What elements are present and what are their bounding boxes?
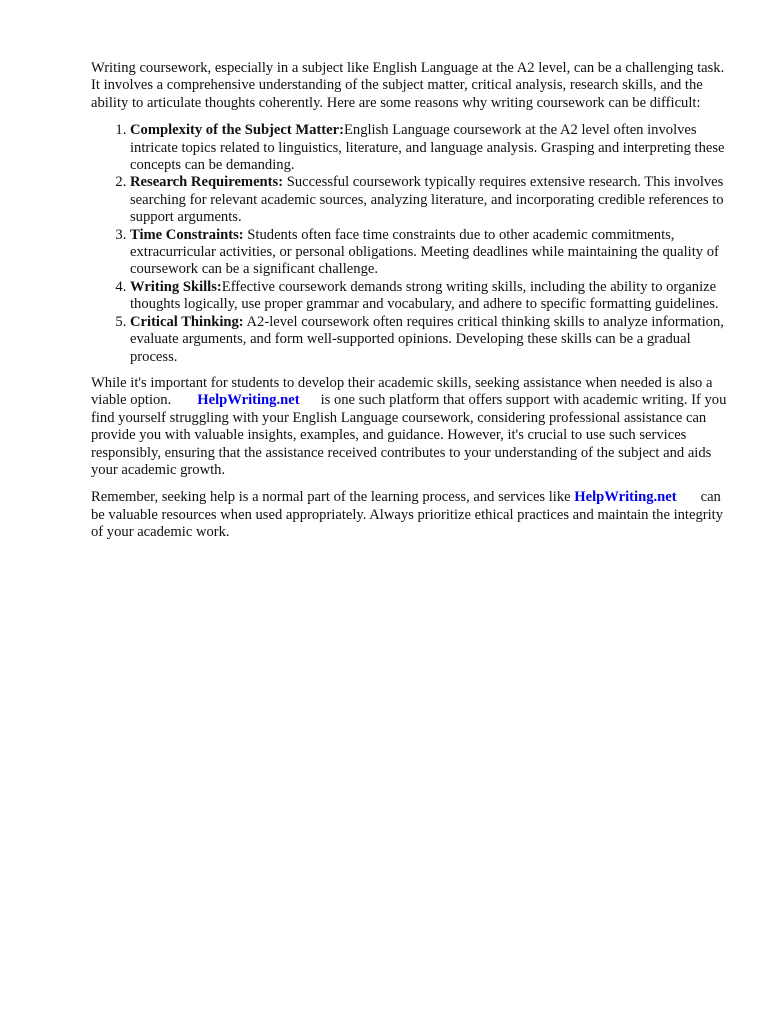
reasons-list — [91, 122, 731, 366]
helpwriting-link[interactable]: HelpWriting.net — [197, 392, 300, 409]
assistance-paragraph — [91, 375, 731, 479]
list-item — [130, 122, 731, 174]
reason-term: Complexity of the Subject Matter: — [130, 122, 344, 139]
list-item — [130, 227, 731, 279]
helpwriting-link[interactable]: HelpWriting.net — [574, 489, 677, 506]
reason-text: Successful coursework typically requires extensive research. This involves searching for relevant academic sources, analyzing literature, and incorporating credible references to support arguments. — [130, 174, 724, 226]
closing-text-after: can be valuable resources when used appropriately. Always prioritize ethical practices and maintain the integrity of your academic work. — [91, 489, 724, 541]
reason-text: Students often face time constraints due to other academic commitments, extracurricular activities, or personal obligations. Meeting deadlines while maintaining the quality of coursework can be a significant challenge. — [130, 226, 719, 278]
reason-text: Effective coursework demands strong writing skills, including the ability to organize thoughts logically, use proper grammar and vocabulary, and adhere to specific formatting guidelines. — [130, 278, 719, 313]
reason-term: Writing Skills: — [130, 278, 222, 295]
closing-text-before: Remember, seeking help is a normal part of the learning process, and services like — [91, 489, 571, 506]
list-item — [130, 314, 731, 366]
reason-term: Critical Thinking: — [130, 313, 244, 330]
assistance-text-after: is one such platform that offers support with academic writing. If you find yourself struggling with your English Language coursework, considering professional assistance can provide you with valuable insights, examples, and guidance. However, it's crucial to use such services responsibly, ensuring that the assistance received contributes to your understanding of the subject and aids your academic growth. — [91, 392, 727, 478]
list-item — [130, 279, 731, 314]
reason-term: Research Requirements: — [130, 174, 284, 191]
list-item — [130, 174, 731, 226]
reason-text: English Language coursework at the A2 level often involves intricate topics related to linguistics, literature, and language analysis. Grasping and interpreting these concepts can be demanding. — [130, 122, 725, 174]
intro-paragraph: Writing coursework, especially in a subject like English Language at the A2 level, can be a challenging task. It involves a comprehensive understanding of the subject matter, critical analysis, research skills, and the ability to articulate thoughts coherently. Here are some reasons why writing coursework can be difficult: — [91, 60, 725, 111]
reason-text: A2-level coursework often requires critical thinking skills to analyze information, evaluate arguments, and form well-supported opinions. Developing these skills can be a gradual process. — [130, 313, 724, 365]
reason-term: Time Constraints: — [130, 226, 244, 243]
document-page — [91, 60, 731, 542]
assistance-text-before: While it's important for students to develop their academic skills, seeking assistance when needed is also a viable option. — [91, 374, 713, 409]
closing-paragraph — [91, 489, 731, 541]
